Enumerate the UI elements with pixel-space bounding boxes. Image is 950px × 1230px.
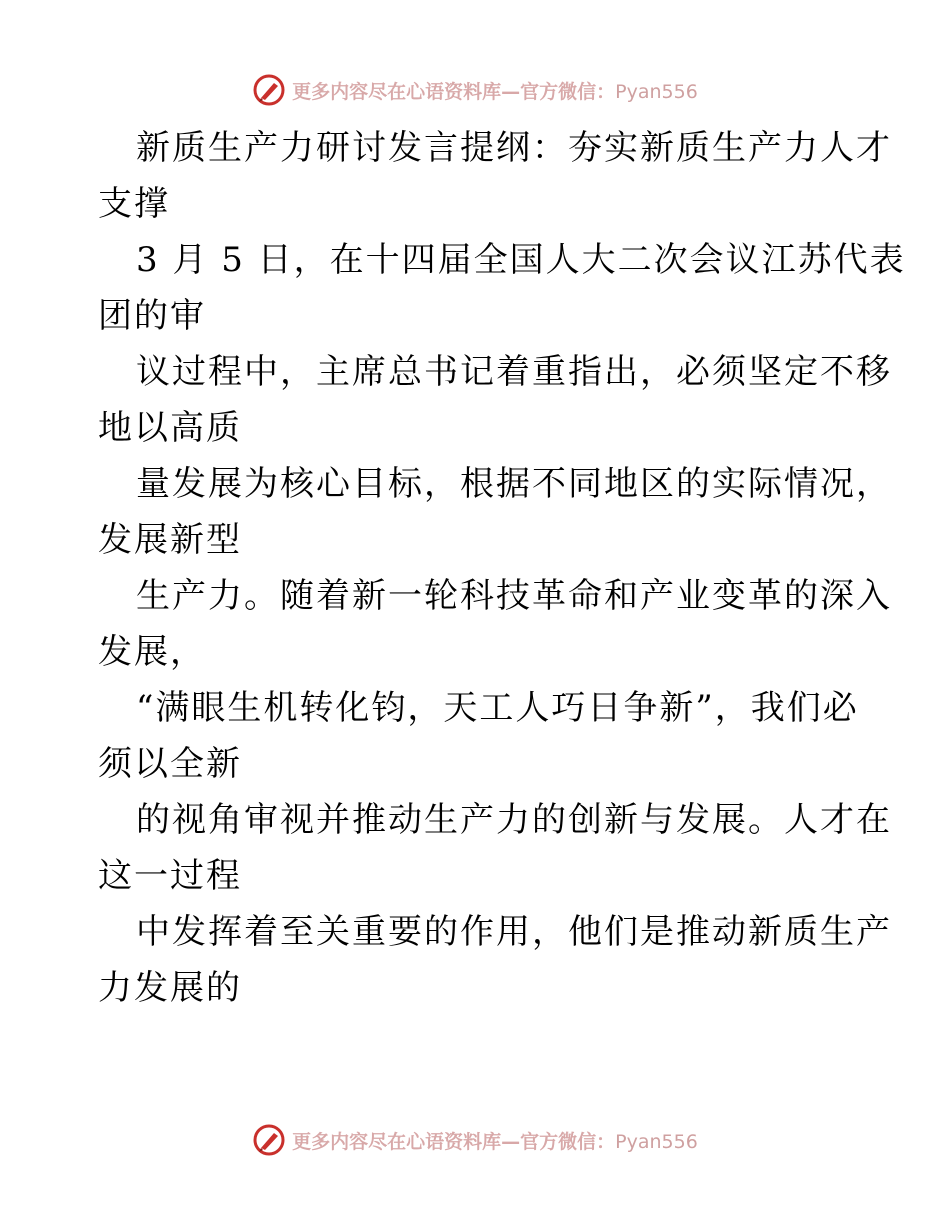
paragraph-line: 议过程中，主席总书记着重指出，必须坚定不移 [136,352,892,392]
paragraph-line: 量发展为核心目标，根据不同地区的实际情况， [136,464,892,504]
paragraph-3 [98,344,892,456]
banner-wechat-id: Pyan556 [615,1130,698,1153]
paragraph-5 [98,568,892,680]
paragraph-line: “满眼生机转化钧，天工人巧日争新”，我们必 [136,688,859,728]
paragraph-line: 中发挥着至关重要的作用，他们是推动新质生产 [136,912,892,952]
paragraph-line: 发展， [98,632,206,672]
banner-text [292,77,698,104]
paragraph-line: 团的审 [98,296,206,336]
paragraph-4 [98,456,892,568]
document-body [98,120,906,1016]
paragraph-line: 发展新型 [98,520,242,560]
paragraph-line: 须以全新 [98,744,242,784]
paragraph-line: 生产力。随着新一轮科技革命和产业变革的深入 [136,576,892,616]
paragraph-7 [98,792,892,904]
banner-label: 更多内容尽在心语资料库—官方微信： [292,80,616,103]
paragraph-line: 新质生产力研讨发言提纲：夯实新质生产力人才 [136,128,892,168]
footer-banner [0,1120,950,1160]
paragraph-line: 这一过程 [98,856,242,896]
paragraph-2 [98,232,906,344]
paragraph-6 [98,680,858,792]
header-banner [0,70,950,110]
paragraph-line: 地以高质 [98,408,242,448]
paragraph-1 [98,120,892,232]
paragraph-line: 力发展的 [98,968,242,1008]
paragraph-line: 的视角审视并推动生产力的创新与发展。人才在 [136,800,892,840]
pen-circle-logo-icon [252,1123,286,1157]
paragraph-line: 3 月 5 日，在十四届全国人大二次会议江苏代表 [136,240,906,280]
paragraph-8 [98,904,892,1016]
banner-text [292,1127,698,1154]
pen-circle-logo-icon [252,73,286,107]
banner-label: 更多内容尽在心语资料库—官方微信： [292,1130,616,1153]
banner-wechat-id: Pyan556 [615,80,698,103]
paragraph-line: 支撑 [98,184,170,224]
